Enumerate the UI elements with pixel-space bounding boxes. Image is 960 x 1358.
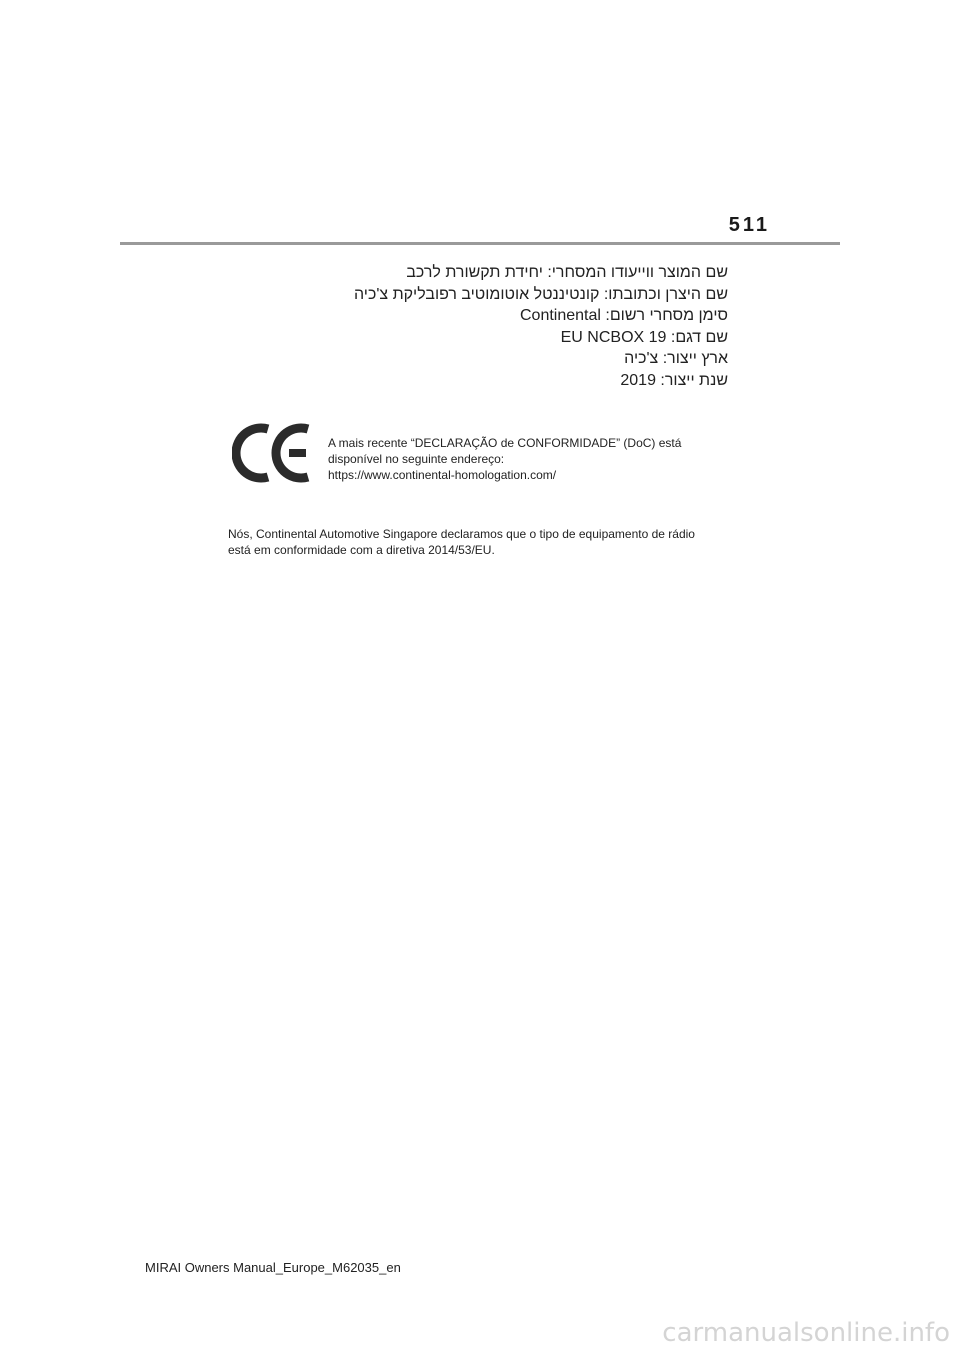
doc-notice-line: disponível no seguinte endereço: [328, 452, 505, 466]
hebrew-product-label [280, 262, 728, 392]
hebrew-label-line: שם היצרן וכתובתו: קונטיננטל אוטומוטיב רפובליקת צ'כיה [353, 285, 728, 303]
hebrew-label-line: סימן מסחרי רשום: Continental [519, 307, 728, 325]
hebrew-label-line: שנת ייצור: 2019 [620, 371, 728, 389]
hebrew-label-line: שם דגם: EU NCBOX 19 [560, 328, 728, 346]
ce-mark-icon [232, 420, 314, 486]
doc-url: https://www.continental-homologation.com/ [328, 468, 557, 482]
hebrew-label-line: שם המוצר ווייעודו המסחרי: יחידת תקשורת לרכב [406, 264, 728, 281]
doc-notice-line: A mais recente “DECLARAÇÃO de CONFORMIDADE” (DoC) está [328, 436, 682, 450]
watermark: carmanualsonline.info [662, 1318, 950, 1348]
footer-manual-id: MIRAI Owners Manual_Europe_M62035_en [145, 1260, 401, 1275]
declaration-line: está em conformidade com a diretiva 2014/53/EU. [228, 543, 495, 557]
conformity-declaration [228, 526, 748, 558]
doc-availability-notice [328, 435, 748, 483]
hebrew-label-line: ארץ ייצור: צ'כיה [624, 350, 728, 368]
page-number: 511 [728, 214, 770, 236]
header-divider [120, 242, 840, 245]
declaration-line: Nós, Continental Automotive Singapore declaramos que o tipo de equipamento de rádio [228, 527, 695, 541]
